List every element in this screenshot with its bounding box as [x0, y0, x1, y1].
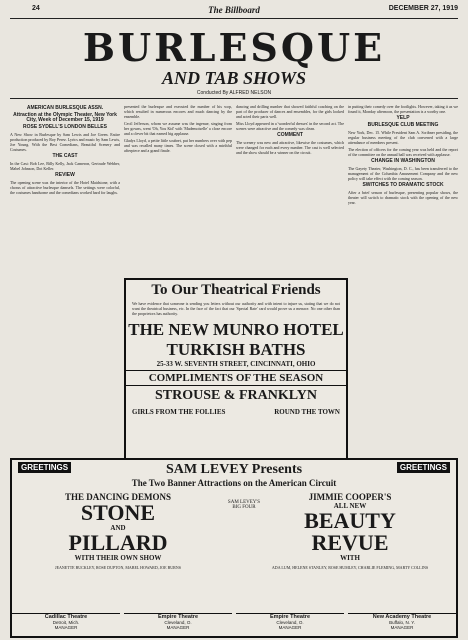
column-1 — [10, 104, 120, 274]
levey-right-show — [250, 492, 450, 570]
levey-subtitle: The Two Banner Attractions on the American Circuit — [131, 478, 337, 488]
col1-paragraph: In the Cast: Bob Lee, Billy Kelly, Jack Cameron, Gertrude Webber, Mabel Johnson, Dot Keller. — [10, 161, 120, 171]
col1-subheading: Attraction at the Olympic Theater, New York City, Week of December 15, 1919 — [13, 112, 117, 123]
page-header — [10, 5, 458, 17]
theater-manager: MANAGER — [390, 625, 414, 630]
left-show-pre: THE DANCING DEMONS — [64, 492, 171, 502]
theater-title: New Academy Theatre — [372, 614, 432, 620]
theater-place: Detroit, Mich. — [52, 620, 80, 625]
col2-paragraph: Cecil Jefferson, whom we assume was the ingenue, singing from her gowns, went 'Oh, You Kid' with 'Mademoiselle' a close encore and a clever bit that earned big applause. — [124, 121, 232, 136]
col1-review-heading: REVIEW — [55, 172, 75, 178]
hotel-advertisement — [124, 278, 348, 460]
left-show-with: WITH THEIR OWN SHOW — [74, 554, 162, 562]
levey-title: SAM LEVEY Presents — [165, 462, 303, 477]
left-show-amp: AND — [110, 524, 126, 532]
theater-manager: MANAGER — [54, 625, 78, 630]
col4-heading: CHANGE IN WASHINGTON — [371, 158, 435, 164]
col3-paragraph: Miss Lloyd appeared in a 'wonderful dresses' in the second act. The scenes were attractive and the comedy was clean. — [236, 121, 344, 131]
theater-place: Buffalo, N. Y. — [389, 620, 415, 625]
theater-place: Cleveland, O. — [276, 620, 304, 625]
col4-paragraph: New York, Dec. 15. While President Sam A. Scribner presiding, the regular business meeting of the club convened with a large attendance of members present. — [348, 130, 458, 145]
right-show-cast: ADA LUM, HELENE STANLEY, ROSE HUMLEY, CHARLIE FLEMING, MARTY COLLINS — [271, 565, 429, 570]
left-show-cast: JEANETTE BUCKLEY, ROSE DUPTON, MABEL HOWARD, JOE BURNS — [55, 565, 181, 570]
issue-date: DECEMBER 27, 1919 — [388, 5, 458, 12]
col2-paragraph: Gladys Lloyd, a petite little soubret, put her numbers over with pep and was recalled many times. The scene closed with a mirthful afterpiece and a grand finale. — [124, 138, 232, 153]
theater-title: Empire Theatre — [157, 614, 199, 620]
banner-byline: Conducted By ALFRED NELSON — [196, 90, 272, 96]
header-rule — [10, 18, 458, 19]
ad-compliments: COMPLIMENTS OF THE SEASON — [126, 370, 346, 386]
theater-title: Empire Theatre — [269, 614, 311, 620]
col4-paragraph: The Gayety Theater, Washington, D. C., has been transferred to the management of the Columbia Amusement Company and the new policy will take effect with the coming season. — [348, 166, 458, 181]
col4-paragraph: in putting their comedy over the footlights. However, taking it as we found it, Monday afternoon, the presentation is a worthy one. — [348, 104, 458, 114]
left-show-name2: PILLARD — [68, 530, 168, 555]
ad-show-line — [126, 408, 346, 418]
col3-comment-heading: COMMENT — [277, 132, 303, 138]
ad-hotel-name: THE NEW MUNRO HOTEL — [128, 320, 344, 339]
ad-girls: GIRLS FROM THE FOLLIES — [132, 408, 226, 416]
ad-headline: To Our Theatrical Friends — [151, 282, 321, 298]
ad-address: 25-33 W. SEVENTH STREET, CINCINNATI, OHIO — [156, 360, 316, 368]
levey-advertisement — [10, 458, 458, 638]
col1-paragraph: A New Show in Burlesque by Sam Lewis and Joe Green. Entire production produced by Roy Perez. Lyrics and music by Sam Lewis, Joe Young. With the Best Comedians, Beautiful Scenery and Costumes. — [10, 132, 120, 152]
col1-cast-heading: THE CAST — [52, 153, 78, 159]
right-show-name1: BEAUTY — [304, 508, 396, 533]
col4-paragraph: After a brief season of burlesque, presenting popular shows, the theater will switch to dramatic stock with the opening of the new year. — [348, 190, 458, 205]
right-show-name2: REVUE — [311, 530, 389, 555]
col4-paragraph: The election of officers for the coming year was held and the report of the committee on the annual ball was received with applause. — [348, 147, 458, 157]
col2-paragraph: presented the burlesque and executed the number of his wop, which resulted in numerous encores and much dancing by the ensemble. — [124, 104, 232, 119]
ad-tour: ROUND THE TOWN — [274, 408, 340, 416]
col1-heading: AMERICAN BURLESQUE ASSN. — [26, 105, 104, 111]
col1-show-title: ROSE SYDELL'S LONDON BELLES — [23, 124, 107, 130]
column-3 — [236, 104, 344, 274]
left-show-name1: STONE — [80, 500, 156, 525]
banner-rule — [10, 98, 458, 99]
theater-manager: MANAGER — [166, 625, 190, 630]
greetings-badge-right: GREETINGS — [397, 462, 450, 473]
col3-paragraph: dancing and drilling number that showed faithful coaching on the part of the producer of dances and ensembles, for the girls looked and acted their parts well. — [236, 104, 344, 119]
col4-signature: YELP — [396, 115, 410, 121]
column-2 — [124, 104, 232, 274]
ad-performer-names: STROUSE & FRANKLYN — [154, 388, 318, 403]
theater-box-3 — [236, 613, 344, 634]
banner-subtitle: AND TAB SHOWS — [161, 68, 307, 88]
levey-middle: SAM LEVEY'S BIG FOUR — [227, 500, 261, 510]
levey-left-show — [18, 492, 218, 570]
theater-box-1 — [12, 613, 120, 634]
greetings-badge-left: GREETINGS — [18, 462, 71, 473]
section-banner — [70, 25, 398, 96]
theater-manager: MANAGER — [278, 625, 302, 630]
theater-box-2 — [124, 613, 232, 634]
theater-place: Cleveland, O. — [164, 620, 192, 625]
masthead: The Billboard — [208, 5, 260, 15]
theater-box-4 — [348, 613, 456, 634]
right-show-with: WITH — [340, 554, 360, 562]
right-show-pre: JIMMIE COOPER'S — [308, 492, 392, 502]
page-number: 24 — [32, 5, 40, 12]
col4-heading: BURLESQUE CLUB MEETING — [367, 122, 439, 128]
banner-title: BURLESQUE — [82, 25, 386, 70]
ad-baths-name: TURKISH BATHS — [166, 340, 306, 359]
col3-paragraph: The scenery was new and attractive, likewise the costumes, which were changed for each and every number. The cast is well selected and the show should be a winner on the circuit. — [236, 140, 344, 155]
col4-heading: SWITCHES TO DRAMATIC STOCK — [362, 182, 444, 188]
col1-paragraph: The opening scene was the interior of the Hotel Maidstone, with a chorus of attractive burlesque damsels. The settings were colorful, the costumes handsome and the comedians worked hard for laughs. — [10, 180, 120, 195]
right-show-new: ALL NEW — [333, 502, 367, 510]
theater-title: Cadillac Theatre — [44, 614, 88, 620]
ad-body: We have evidence that someone is sending you letters without our authority and with intent to injure us, stating that we do not want the theatrical business, etc. In the face of the fact that our 'Special Rate' card would prove us a menace. No one other than the proprietors has authority. — [132, 301, 340, 316]
